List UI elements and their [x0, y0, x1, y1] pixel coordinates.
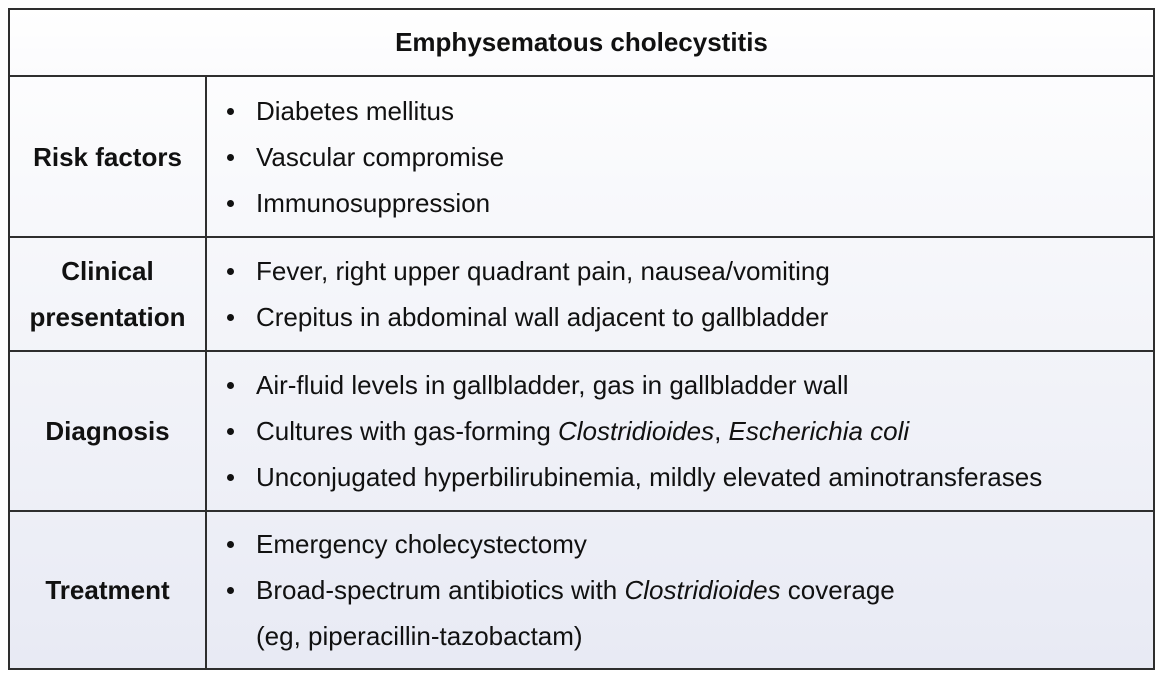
row-content-risk-factors [207, 77, 1153, 236]
row-treatment [10, 512, 1153, 668]
bullet-list [225, 88, 504, 226]
list-item: Fever, right upper quadrant pain, nausea/vomiting [225, 248, 830, 294]
text-segment: Broad-spectrum antibiotics with [256, 575, 625, 605]
row-content-clinical-presentation [207, 238, 1153, 350]
organism-name: Clostridioides [558, 416, 715, 446]
text-segment: Cultures with gas-forming [256, 416, 558, 446]
list-item-continuation: (eg, piperacillin-tazobactam) [256, 621, 583, 651]
row-label-line: Clinical [61, 256, 154, 286]
bullet-list [225, 248, 830, 340]
list-item: Diabetes mellitus [225, 88, 504, 134]
list-item: Immunosuppression [225, 180, 504, 226]
list-item: Emergency cholecystectomy [225, 521, 895, 567]
list-item: Vascular compromise [225, 134, 504, 180]
bullet-list [225, 362, 1042, 500]
info-table [8, 8, 1155, 670]
text-segment: coverage [780, 575, 895, 605]
row-label-risk-factors: Risk factors [10, 77, 207, 236]
row-content-treatment [207, 512, 1153, 668]
row-diagnosis [10, 352, 1153, 512]
list-item: Crepitus in abdominal wall adjacent to gallbladder [225, 294, 830, 340]
list-item: Air-fluid levels in gallbladder, gas in gallbladder wall [225, 362, 1042, 408]
row-content-diagnosis [207, 352, 1153, 510]
organism-name: Clostridioides [624, 575, 781, 605]
list-item [225, 567, 895, 613]
row-risk-factors [10, 77, 1153, 238]
row-label-treatment: Treatment [10, 512, 207, 668]
organism-name: Escherichia coli [728, 416, 910, 446]
row-clinical-presentation [10, 238, 1153, 352]
table-title: Emphysematous cholecystitis [10, 10, 1153, 77]
list-item [225, 408, 1042, 454]
text-segment: , [714, 416, 729, 446]
row-label-diagnosis: Diagnosis [10, 352, 207, 510]
list-item: Unconjugated hyperbilirubinemia, mildly elevated aminotransferases [225, 454, 1042, 500]
row-label-clinical-presentation [10, 238, 207, 350]
row-label-line: presentation [29, 302, 186, 332]
bullet-list [225, 521, 895, 659]
